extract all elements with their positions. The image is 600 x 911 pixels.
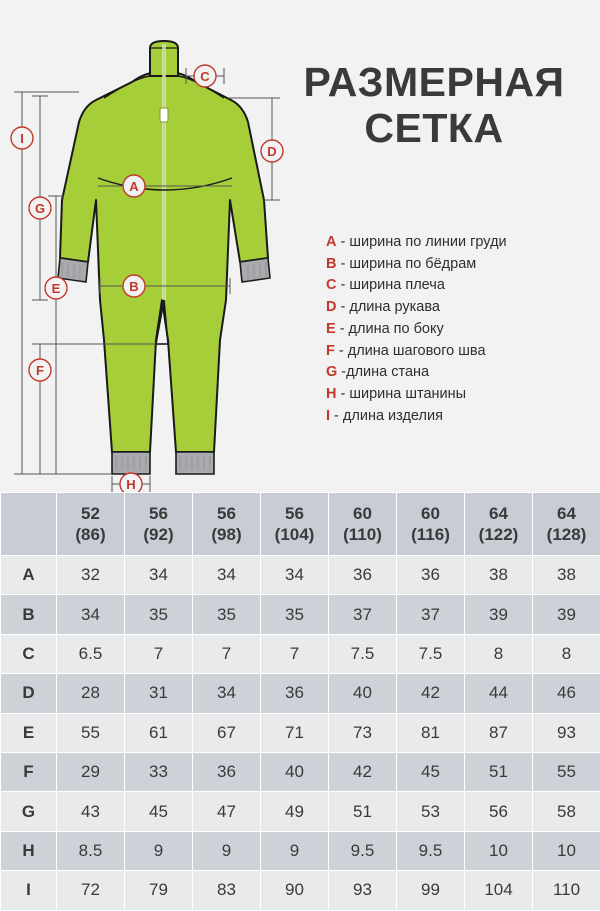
column-header [125,493,193,556]
marker-E [45,277,67,299]
column-header [397,493,465,556]
page-title: РАЗМЕРНАЯ СЕТКА [278,60,590,152]
cell: 43 [57,792,125,831]
cell: 38 [465,556,533,595]
cell: 39 [533,595,600,634]
column-size: 56 [217,504,236,523]
legend-text: - ширина штанины [336,386,466,402]
legend-item [326,341,594,363]
row-label: I [1,871,57,910]
column-header [465,493,533,556]
cell: 9.5 [397,831,465,870]
legend-text: - длина рукава [336,299,440,315]
cell: 38 [533,556,600,595]
row-label: A [1,556,57,595]
marker-A [123,175,145,197]
column-size: 56 [285,504,304,523]
marker-D [261,140,283,162]
column-height: (122) [479,525,519,544]
cell: 71 [261,713,329,752]
column-size: 52 [81,504,100,523]
svg-text:H: H [126,477,135,492]
table-row [1,595,600,634]
cell: 7.5 [329,634,397,673]
legend-item [326,297,594,319]
row-label: E [1,713,57,752]
legend-text: - длина шагового шва [335,343,486,359]
legend-text: - ширина плеча [336,277,444,293]
table-row [1,871,600,910]
column-height: (116) [411,525,450,544]
legend-key: F [326,343,335,359]
legend-key: G [326,364,337,380]
legend-key: B [326,256,336,272]
legend-key: E [326,321,336,337]
cell: 37 [329,595,397,634]
column-height: (98) [211,525,241,544]
legend [326,232,594,427]
cell: 35 [261,595,329,634]
jumpsuit-diagram [0,0,330,492]
column-header [533,493,600,556]
cell: 83 [193,871,261,910]
legend-text: -длина стана [337,364,429,380]
cell: 72 [57,871,125,910]
marker-F [29,359,51,381]
svg-text:E: E [52,281,61,296]
cell: 10 [465,831,533,870]
cell: 46 [533,674,600,713]
table-row [1,634,600,673]
cell: 56 [465,792,533,831]
cell: 37 [397,595,465,634]
cell: 40 [329,674,397,713]
cell: 51 [329,792,397,831]
column-size: 64 [557,504,576,523]
cell: 8 [533,634,600,673]
cell: 7.5 [397,634,465,673]
cell: 34 [193,674,261,713]
cell: 7 [261,634,329,673]
cell: 9 [193,831,261,870]
legend-key: H [326,386,336,402]
cell: 7 [125,634,193,673]
marker-G [29,197,51,219]
cell: 55 [57,713,125,752]
svg-text:F: F [36,363,44,378]
cell: 36 [329,556,397,595]
cell: 36 [261,674,329,713]
marker-B [123,275,145,297]
column-height: (128) [547,525,587,544]
cell: 44 [465,674,533,713]
row-label: H [1,831,57,870]
cell: 35 [125,595,193,634]
column-size: 60 [421,504,440,523]
legend-item [326,384,594,406]
legend-text: - длина по боку [336,321,444,337]
row-label: D [1,674,57,713]
column-size: 64 [489,504,508,523]
cell: 6.5 [57,634,125,673]
cell: 40 [261,752,329,791]
cell: 34 [193,556,261,595]
column-size: 60 [353,504,372,523]
garment-shape [58,41,270,474]
cell: 49 [261,792,329,831]
cell: 53 [397,792,465,831]
cell: 42 [397,674,465,713]
cell: 73 [329,713,397,752]
marker-H [120,473,142,492]
cell: 28 [57,674,125,713]
column-header [261,493,329,556]
cell: 99 [397,871,465,910]
column-height: (110) [343,525,382,544]
cell: 67 [193,713,261,752]
cell: 58 [533,792,600,831]
size-table [0,492,600,911]
legend-key: C [326,277,336,293]
column-height: (92) [143,525,173,544]
legend-key: A [326,234,336,250]
legend-item [326,362,594,384]
svg-text:D: D [267,144,276,159]
cell: 8.5 [57,831,125,870]
cell: 93 [533,713,600,752]
cell: 34 [261,556,329,595]
legend-item [326,275,594,297]
svg-text:C: C [200,69,210,84]
legend-item [326,254,594,276]
row-label: F [1,752,57,791]
marker-I [11,127,33,149]
cell: 32 [57,556,125,595]
column-height: (104) [275,525,315,544]
cell: 9 [261,831,329,870]
cell: 51 [465,752,533,791]
row-label: G [1,792,57,831]
table-header-row [1,493,600,556]
size-table-region [0,492,600,900]
row-label: B [1,595,57,634]
cell: 79 [125,871,193,910]
marker-C [194,65,216,87]
cell: 45 [125,792,193,831]
cell: 10 [533,831,600,870]
cell: 31 [125,674,193,713]
cell: 36 [397,556,465,595]
cell: 7 [193,634,261,673]
cell: 93 [329,871,397,910]
legend-key: I [326,408,330,424]
table-row [1,713,600,752]
cell: 55 [533,752,600,791]
cell: 8 [465,634,533,673]
cell: 81 [397,713,465,752]
svg-text:A: A [129,179,139,194]
svg-text:B: B [129,279,138,294]
column-header [329,493,397,556]
legend-text: - ширина по бёдрам [336,256,476,272]
cell: 87 [465,713,533,752]
cell: 90 [261,871,329,910]
table-row [1,674,600,713]
cell: 42 [329,752,397,791]
column-size: 56 [149,504,168,523]
cell: 39 [465,595,533,634]
legend-key: D [326,299,336,315]
cell: 110 [533,871,600,910]
cell: 47 [193,792,261,831]
cell: 34 [57,595,125,634]
cell: 104 [465,871,533,910]
table-row [1,556,600,595]
cell: 36 [193,752,261,791]
svg-text:G: G [35,201,45,216]
cell: 9.5 [329,831,397,870]
legend-text: - длина изделия [330,408,443,424]
column-header [193,493,261,556]
cell: 29 [57,752,125,791]
column-header [57,493,125,556]
legend-item [326,232,594,254]
cell: 45 [397,752,465,791]
legend-item [326,406,594,428]
header-corner [1,493,57,556]
table-row [1,752,600,791]
legend-text: - ширина по линии груди [336,234,506,250]
table-row [1,831,600,870]
cell: 61 [125,713,193,752]
cell: 35 [193,595,261,634]
cell: 9 [125,831,193,870]
cell: 33 [125,752,193,791]
cell: 34 [125,556,193,595]
column-height: (86) [75,525,105,544]
table-row [1,792,600,831]
svg-text:I: I [20,131,24,146]
row-label: C [1,634,57,673]
legend-item [326,319,594,341]
